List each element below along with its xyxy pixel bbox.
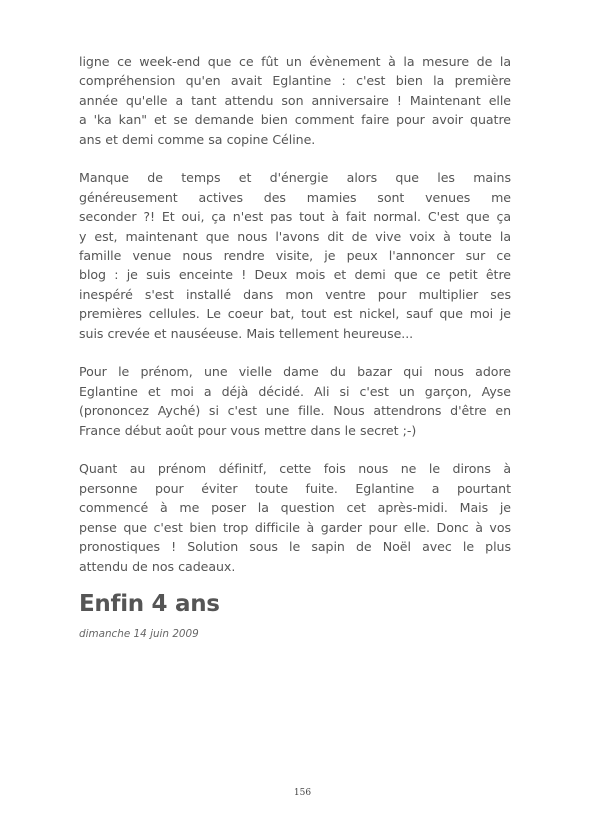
text-line: commencé à me poser la question cet après-midi. Mais je bbox=[79, 500, 511, 516]
post-title: Enfin 4 ans bbox=[79, 591, 220, 617]
text-line: blog : je suis enceinte ! Deux mois et demi que ce petit être bbox=[79, 267, 511, 283]
text-line: y est, maintenant que nous l'avons dit de vive voix à toute la bbox=[79, 228, 511, 244]
text-line: inespéré s'est installé dans mon ventre pour multiplier ses bbox=[79, 286, 511, 302]
body-text bbox=[79, 52, 511, 595]
text-line: personne pour éviter toute fuite. Eglantine a pourtant bbox=[79, 480, 511, 496]
page-number: 156 bbox=[293, 788, 312, 798]
text-line: ligne ce week-end que ce fût un évènement à la mesure de la bbox=[79, 54, 511, 69]
text-line: a 'ka kan" et se demande bien comment faire pour avoir quatre bbox=[79, 112, 511, 128]
post-date: dimanche 14 juin 2009 bbox=[79, 628, 199, 640]
text-line: seconder ?! Et oui, ça n'est pas tout à fait normal. C'est que ça bbox=[79, 209, 511, 225]
text-line: France début août pour vous mettre dans le secret ;-) bbox=[79, 422, 417, 438]
paragraph-4 bbox=[79, 459, 511, 575]
text-line: pense que c'est bien trop difficile à garder pour elle. Donc à vos bbox=[79, 519, 511, 535]
text-line: Quant au prénom définitf, cette fois nous ne le dirons à bbox=[79, 461, 511, 477]
text-line: suis crevée et nauséeuse. Mais tellement heureuse... bbox=[79, 325, 414, 341]
text-line: famille venue nous rendre visite, je peux l'annoncer sur ce bbox=[79, 248, 511, 264]
text-line: attendu de nos cadeaux. bbox=[79, 558, 236, 574]
text-line: Eglantine et moi a déjà décidé. Ali si c'est un garçon, Ayse bbox=[79, 383, 511, 399]
text-line: pronostiques ! Solution sous le sapin de Noël avec le plus bbox=[79, 539, 511, 555]
text-line: (prononcez Ayché) si c'est une fille. Nous attendrons d'être en bbox=[79, 403, 511, 419]
paragraph-2 bbox=[79, 168, 511, 343]
paragraph-1 bbox=[79, 52, 511, 149]
text-line: année qu'elle a tant attendu son anniversaire ! Maintenant elle bbox=[79, 92, 511, 108]
paragraph-3 bbox=[79, 362, 511, 440]
text-line: Pour le prénom, une vielle dame du bazar qui nous adore bbox=[79, 364, 511, 380]
text-line: premières cellules. Le coeur bat, tout est nickel, sauf que moi je bbox=[79, 306, 511, 322]
text-line: généreusement actives des mamies sont venues me bbox=[79, 189, 511, 205]
text-line: compréhension qu'en avait Eglantine : c'est bien la première bbox=[79, 73, 511, 89]
text-line: ans et demi comme sa copine Céline. bbox=[79, 131, 316, 147]
text-line: Manque de temps et d'énergie alors que les mains bbox=[79, 170, 511, 186]
